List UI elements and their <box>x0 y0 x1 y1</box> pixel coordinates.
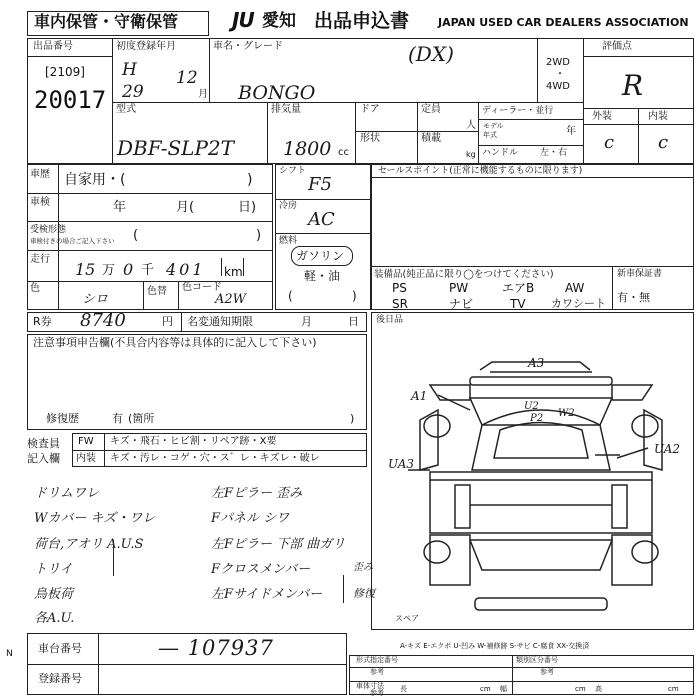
transfer-label: 名変通知期限 <box>187 315 253 328</box>
disp-value: 1800 <box>283 138 332 160</box>
spec-wid: 幅 <box>500 685 507 693</box>
margin-n: N <box>6 649 13 659</box>
remark-right-2: 左Fピラー 下部 曲ガリ <box>211 537 346 552</box>
spec-ref-2: 参考 <box>540 668 554 676</box>
score-label: 評価点 <box>602 41 632 52</box>
color-code: A2W <box>215 292 247 307</box>
spec-hgt-cm: cm <box>668 685 679 693</box>
cap-unit: 人 <box>466 120 476 131</box>
usage-value: 自家用・( <box>64 172 126 188</box>
transfer-month: 月 <box>301 315 312 328</box>
spec-ref-1: 参考 <box>370 668 384 676</box>
color-change-label: 色替 <box>147 286 167 297</box>
warranty-label: 新車保証書 <box>617 269 663 279</box>
mileage-u1: 万 <box>102 263 116 278</box>
ext-score: c <box>604 132 615 153</box>
spec-hgt: 高 <box>595 685 602 693</box>
spare-label: スペア <box>395 614 419 623</box>
car-label: 車名・グレード <box>213 41 283 52</box>
spec-wid-cm: cm <box>575 685 586 693</box>
remark-right-3: Fクロスメンバー <box>211 562 311 577</box>
spec-dim-ref: 参考 <box>370 689 384 697</box>
recycle-label: R券 <box>33 315 52 328</box>
fuel-label: 燃料 <box>279 236 298 246</box>
fw-options: キズ・飛石・ヒビ割・リペア跡・X要 <box>110 436 277 447</box>
form-title: 出品申込書 <box>314 10 410 32</box>
ju-logo: JU <box>232 8 254 32</box>
fuel-gasoline: ガソリン <box>296 249 345 263</box>
model-label: 型式 <box>116 104 136 115</box>
mark-p2: P2 <box>530 413 544 424</box>
inspect-day: 日) <box>238 200 257 215</box>
inspect-year: 年 <box>113 200 127 215</box>
car-grade: (DX) <box>408 42 454 66</box>
drive-2wd: 2WD <box>546 57 570 68</box>
mark-ua3: UA3 <box>388 457 415 471</box>
usage-close: ) <box>247 172 253 188</box>
recycle-unit: 円 <box>162 315 173 328</box>
aftermarket-label: 後日品 <box>376 315 404 325</box>
load-unit: kg <box>466 150 476 159</box>
remark-left-0: ドリムワレ <box>34 486 100 501</box>
cap-label: 定員 <box>421 104 441 115</box>
year-unit: 年 <box>566 126 576 137</box>
car-name: BONGO <box>238 82 316 104</box>
repair-label: 修復歴 <box>46 412 79 425</box>
dealer-label: ディーラー・並行 <box>482 106 554 116</box>
shift-label: シフト <box>279 166 307 176</box>
cool-value: AC <box>308 209 335 230</box>
transfer-day: 日 <box>348 315 359 328</box>
inspect-label: 車検 <box>30 197 50 208</box>
mark-u2: U2 <box>524 401 539 412</box>
interior-label: 内装 <box>76 453 96 464</box>
int-label: 内装 <box>648 111 668 122</box>
cool-label: 冷房 <box>279 201 298 211</box>
receive-paren: ( <box>133 228 139 243</box>
reg-month-unit: 月 <box>198 89 208 100</box>
warranty-opts: 有・無 <box>617 291 650 304</box>
equip-ps: PS <box>392 281 407 295</box>
receive-close: ) <box>256 228 262 243</box>
disp-unit: cc <box>338 147 349 158</box>
ext-label: 外装 <box>592 111 612 122</box>
load-label: 積載 <box>421 133 441 144</box>
equip-label: 装備品(純正品に限り◯をつけてください) <box>374 269 554 280</box>
inspector-label-1: 検査員 <box>27 437 60 450</box>
recycle-value: 8740 <box>80 310 126 331</box>
equip-pw: PW <box>449 281 469 295</box>
equip-airbag: エアB <box>502 281 535 295</box>
remark-right-6: 修復 <box>353 587 375 600</box>
reg-era: H <box>122 60 137 80</box>
mileage-u2: 千 <box>141 263 155 278</box>
shape-label: 形状 <box>360 133 380 144</box>
remark-right-0: 左Fピラー 歪み <box>211 486 303 501</box>
mark-w2: W2 <box>558 408 575 419</box>
spec-class-label: 類別区分番号 <box>516 656 558 664</box>
mileage-unit: km <box>224 265 243 279</box>
handle-opts: 左・右 <box>540 148 568 158</box>
model-value: DBF-SLP2T <box>117 136 234 160</box>
inspector-label-2: 記入欄 <box>27 452 60 465</box>
remark-right-1: Fパネル シワ <box>211 511 290 526</box>
drive-4wd: 4WD <box>546 81 570 92</box>
model-year-label: モデル 年式 <box>483 122 504 139</box>
mark-a3: A3 <box>528 356 545 370</box>
damage-legend: A-キズ E-エクボ U-凹み W-補修跡 S-サビ C-腐食 XX-交換済 <box>400 642 590 650</box>
remark-left-2: 荷台,アオリ A.U.S <box>34 537 144 552</box>
shift-value: F5 <box>308 174 332 195</box>
spec-dim-label: 車体寸法 <box>356 682 384 690</box>
mileage-d1: 15 <box>75 260 96 279</box>
equip-navi: ナビ <box>449 297 474 311</box>
mark-ua2: UA2 <box>654 442 681 456</box>
handle-label: ハンドル <box>482 148 519 158</box>
receive-label: 受検形態 <box>30 225 67 235</box>
remark-right-5: 歪み <box>353 562 373 573</box>
fw-label: FW <box>78 436 94 447</box>
mark-a1: A1 <box>411 389 428 403</box>
mileage-d2: 0 <box>123 260 134 279</box>
mileage-d3: 401 <box>166 260 206 279</box>
lot-number: 20017 <box>34 86 107 114</box>
spec-len: 長 <box>400 685 407 693</box>
fuel-diesel: 軽・油 <box>304 269 341 283</box>
chassis-number: — 107937 <box>158 636 274 660</box>
color-code-label: 色コード <box>182 282 222 293</box>
remark-right-4: 左Fサイドメンバー <box>211 587 323 602</box>
reg-year: 29 <box>122 82 144 102</box>
int-score: c <box>658 132 669 153</box>
remark-left-3: トリイ <box>34 562 73 577</box>
mileage-label: 走行 <box>30 254 50 265</box>
usage-label: 車歴 <box>30 169 50 180</box>
equip-seat: カワシート <box>551 297 606 310</box>
storage-title: 車内保管・守衛保管 <box>34 12 179 31</box>
repair-close: ) <box>350 412 355 425</box>
notes-label: 注意事項申告欄(不具合内容等は具体的に記入して下さい) <box>33 336 317 349</box>
lot-sub: [2109] <box>45 65 85 79</box>
reg-month: 12 <box>176 68 198 88</box>
lot-label: 出品番号 <box>33 41 73 52</box>
spec-len-cm: cm <box>480 685 491 693</box>
sales-label: セールスポイント(正常に機能するものに限ります) <box>378 166 583 176</box>
equip-aw: AW <box>565 281 585 295</box>
disp-label: 排気量 <box>271 104 301 115</box>
repair-value: 有 <box>112 412 123 425</box>
repair-paren: (箇所 <box>128 412 155 425</box>
remark-left-5: 各A.U. <box>34 611 75 626</box>
chassis-label: 車台番号 <box>38 642 82 655</box>
spec-shape-label: 形式指定番号 <box>356 656 398 664</box>
interior-options: キズ・汚レ・コゲ・穴・ス゛レ・キズレ・破レ <box>110 453 320 464</box>
fuel-paren: ( <box>288 289 293 303</box>
association-name: JAPAN USED CAR DEALERS ASSOCIATION <box>438 16 689 29</box>
equip-tv: TV <box>510 297 526 311</box>
logo-city: 愛知 <box>262 11 296 31</box>
receive-sub: 車検付きの場合ご記入下さい <box>30 237 115 245</box>
door-label: ドア <box>360 104 380 115</box>
equip-sr: SR <box>392 297 408 311</box>
color-label: 色 <box>30 283 40 294</box>
inspect-month: 月( <box>176 200 195 215</box>
drive-dot: ・ <box>555 69 565 80</box>
remark-left-1: Wカバー キズ・ワレ <box>34 511 156 526</box>
regno-label: 登録番号 <box>38 672 82 685</box>
fuel-close: ) <box>352 289 357 303</box>
color-value: シロ <box>82 292 109 307</box>
reg-label: 初度登録年月 <box>116 41 176 52</box>
remark-left-4: 鳥板荷 <box>34 587 74 602</box>
score-value: R <box>622 69 644 102</box>
